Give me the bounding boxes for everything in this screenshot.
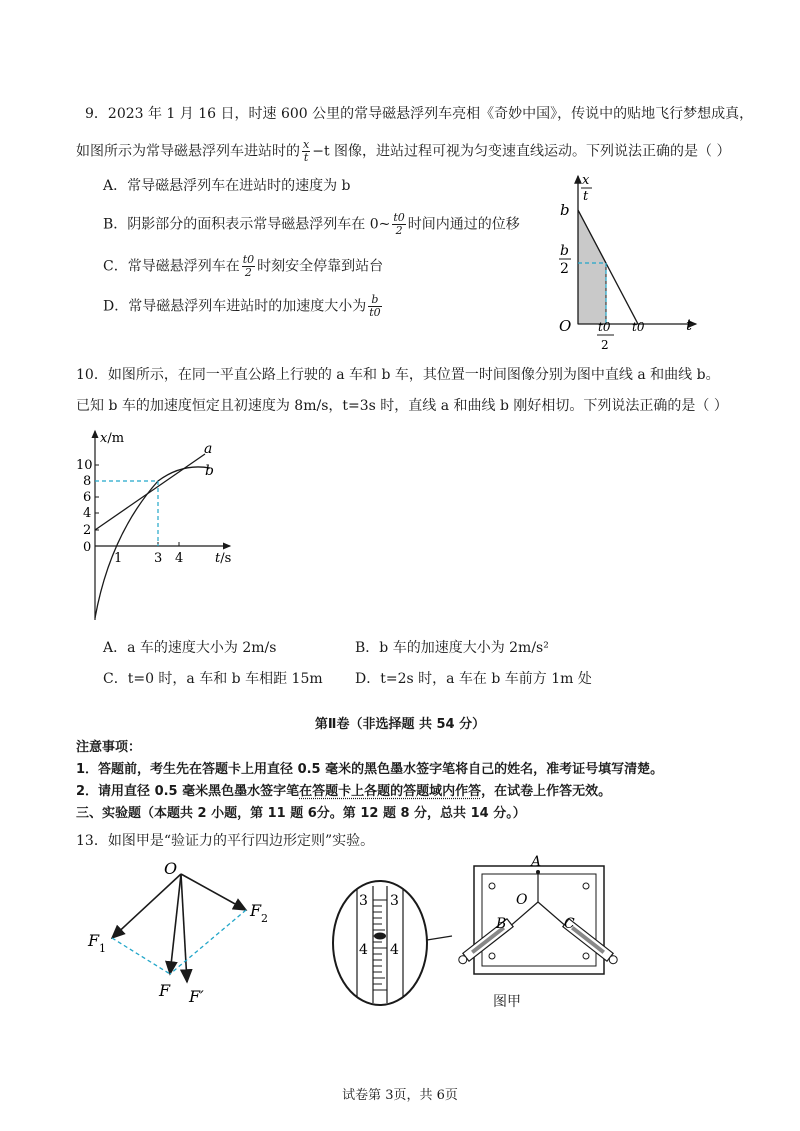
notice-title: 注意事项： xyxy=(76,740,142,755)
svg-text:4: 4 xyxy=(359,942,368,958)
svg-text:1: 1 xyxy=(114,551,123,566)
svg-text:O: O xyxy=(164,860,178,878)
svg-text:O: O xyxy=(516,892,528,908)
q10-option-c: C．t=0 时，a 车和 b 车相距 15m xyxy=(103,671,323,687)
svg-text:4: 4 xyxy=(83,506,92,521)
svg-text:F: F xyxy=(88,931,100,950)
notice-2: 2．请用直径 0.5 毫米黑色墨水签字笔在答题卡上各题的答题域内作答，在试卷上作答无效。 xyxy=(76,784,612,799)
svg-text:0: 0 xyxy=(83,540,92,555)
q9-option-c: C．常导磁悬浮列车在 $\frac{t0}{2}$ 时刻安全停靠到站台 xyxy=(103,253,384,279)
svg-text:4: 4 xyxy=(175,551,184,566)
svg-text:a: a xyxy=(204,441,213,457)
svg-text:t0: t0 xyxy=(632,320,645,334)
experiment-board xyxy=(448,852,628,982)
q9-line1: 9．2023 年 1 月 16 日，时速 600 公里的常导磁悬浮列车亮相《奇妙中国》，传说中的贴地飞行梦想成真， xyxy=(85,106,754,122)
q10-xt-graph xyxy=(70,425,250,625)
svg-text:10: 10 xyxy=(76,458,93,473)
svg-text:t/s: t/s xyxy=(215,551,232,566)
q10-line1: 10．如图所示，在同一平直公路上行驶的 a 车和 b 车，其位置一时间图像分别为图中直线 a 和曲线 b。 xyxy=(76,367,720,383)
svg-text:F′: F′ xyxy=(189,987,204,1006)
svg-text:t: t xyxy=(583,189,589,204)
svg-text:3: 3 xyxy=(390,893,399,909)
notice-1: 1．答题前，考生先在答题卡上用直径 0.5 毫米的黑色墨水签字笔将自己的姓名，准考证号填写清楚。 xyxy=(76,762,664,777)
svg-text:1: 1 xyxy=(99,942,106,955)
spring-scale-zoom xyxy=(330,878,460,1018)
svg-text:x: x xyxy=(582,173,590,188)
svg-text:4: 4 xyxy=(390,942,399,958)
q10-option-a: A．a 车的速度大小为 2m/s xyxy=(103,640,277,656)
svg-text:b: b xyxy=(205,463,214,479)
svg-text:6: 6 xyxy=(83,490,92,505)
svg-text:2: 2 xyxy=(261,912,268,925)
svg-text:O: O xyxy=(559,317,572,335)
q10-line2: 已知 b 车的加速度恒定且初速度为 8m/s，t=3s 时，直线 a 和曲线 b 刚好相切。下列说法正确的是（ ） xyxy=(76,398,728,414)
q9-option-b: B．阴影部分的面积表示常导磁悬浮列车在 0~ $\frac{t0}{2}$ 时间内通过的位移 xyxy=(103,211,520,237)
part3-heading: 三、实验题（本题共 2 小题，第 11 题 6分。第 12 题 8 分，总共 14 分。） xyxy=(76,806,526,821)
svg-text:2: 2 xyxy=(83,523,92,538)
svg-text:2: 2 xyxy=(601,338,609,352)
svg-text:C: C xyxy=(564,916,575,932)
svg-text:b: b xyxy=(560,243,569,259)
q9-line2 xyxy=(76,139,730,164)
q9-frac: $\frac{x}{t}$ xyxy=(303,138,310,164)
svg-text:3: 3 xyxy=(359,893,368,909)
svg-text:F: F xyxy=(250,901,262,920)
q9-line2-mid: −t 图像，进站过程可视为匀变速直线运动。下列说法正确的是（ ） xyxy=(312,143,731,160)
svg-text:8: 8 xyxy=(83,474,92,489)
svg-text:2: 2 xyxy=(560,261,569,277)
q9-option-d: D．常导磁悬浮列车进站时的加速度大小为 $\frac{b}{t0}$ xyxy=(103,293,381,319)
svg-text:F: F xyxy=(159,981,171,1000)
section2-title: 第Ⅱ卷（非选择题 共 54 分） xyxy=(314,717,486,732)
q10-option-d: D．t=2s 时，a 车在 b 车前方 1m 处 xyxy=(355,671,592,687)
figure-caption: 图甲 xyxy=(493,994,521,1010)
svg-text:A: A xyxy=(531,854,542,870)
q9-line2-pre: 如图所示为常导磁悬浮列车进站时的 xyxy=(76,143,300,160)
svg-text:3: 3 xyxy=(154,551,163,566)
q13-text: 13．如图甲是“验证力的平行四边形定则”实验。 xyxy=(76,833,375,849)
svg-text:x/m: x/m xyxy=(100,431,125,446)
line-a xyxy=(95,454,205,530)
q10-option-b: B．b 车的加速度大小为 2m/s² xyxy=(355,640,549,656)
q9-option-a: A．常导磁悬浮列车在进站时的速度为 b xyxy=(103,178,351,194)
svg-text:t0: t0 xyxy=(598,320,611,334)
force-parallelogram-diagram xyxy=(80,860,300,1020)
svg-text:B: B xyxy=(496,916,507,932)
q9-xt-graph xyxy=(548,168,708,358)
shaded-area xyxy=(578,210,606,324)
svg-text:t: t xyxy=(686,316,693,334)
svg-text:b: b xyxy=(560,201,570,219)
page-footer: 试卷第 3页，共 6页 xyxy=(342,1088,458,1103)
